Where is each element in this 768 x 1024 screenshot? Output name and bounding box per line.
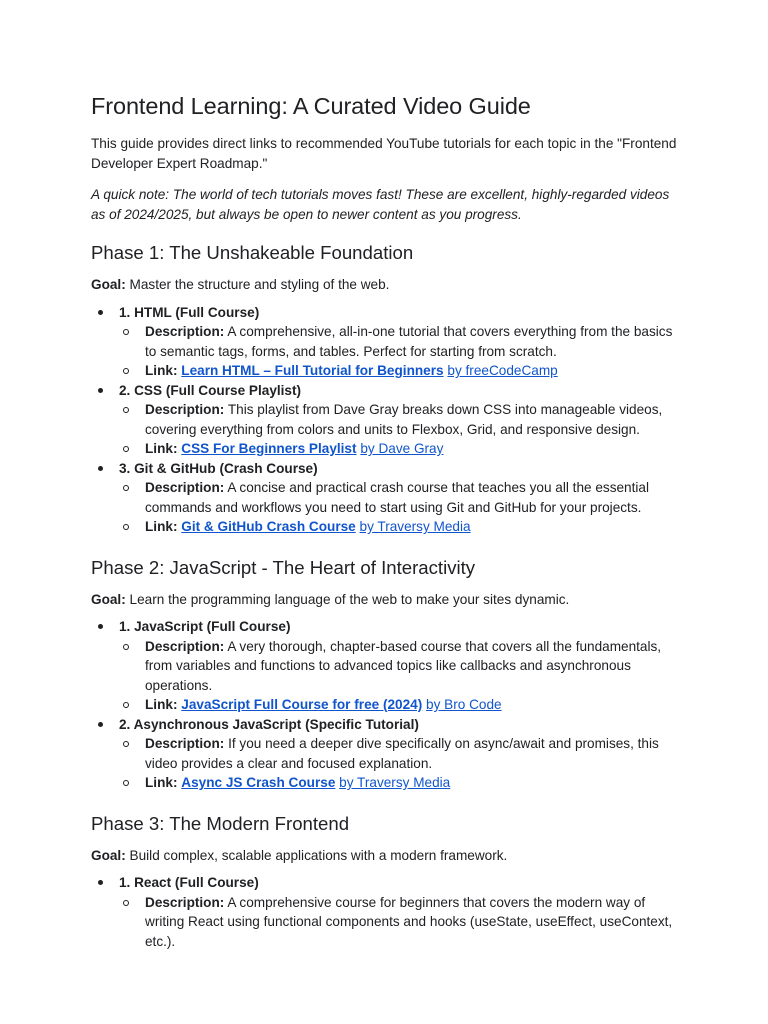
link-label: Link: [145,441,178,456]
description-item [119,734,677,773]
sub-list [119,400,677,459]
phase1-goal [91,275,677,295]
video-link[interactable]: CSS For Beginners Playlist [181,441,357,456]
description-label: Description: [145,638,225,654]
phase2-list [91,617,677,793]
description-text: A comprehensive, all-in-one tutorial that covers everything from the basics to semantic tags, forms, and tables. Perfect for starting from scratch. [145,324,673,359]
list-item [91,459,677,537]
description-text: This playlist from Dave Gray breaks down CSS into manageable videos, covering everything from colors and units to Flexbox, Grid, and responsive design. [145,402,663,437]
item-title: 2. Asynchronous JavaScript (Specific Tutorial) [119,716,419,732]
description-label: Description: [145,324,225,339]
phase1-list [91,303,677,537]
link-item [119,517,677,537]
goal-label: Goal: [91,847,126,863]
link-label: Link: [145,775,178,790]
link-label: Link: [145,697,178,712]
intro-paragraph: This guide provides direct links to recommended YouTube tutorials for each topic in the "Frontend Developer Expert Roadmap." [91,136,677,171]
sub-list [119,734,677,793]
video-link[interactable]: Learn HTML – Full Tutorial for Beginners [181,363,444,378]
description-label: Description: [145,402,225,417]
description-label: Description: [145,480,225,495]
author-link[interactable]: by Traversy Media [339,775,451,790]
sub-list [119,893,677,952]
list-item [91,303,677,381]
author-link[interactable]: by Bro Code [426,697,502,712]
phase3-goal-text: Build complex, scalable applications with a modern framework. [129,847,508,863]
item-title: 1. HTML (Full Course) [119,304,260,320]
description-item [119,893,677,952]
description-label: Description: [145,894,225,910]
item-title: 1. JavaScript (Full Course) [119,619,291,634]
phase1-goal-text: Master the structure and styling of the web. [129,277,390,292]
page-title: Frontend Learning: A Curated Video Guide [91,93,531,119]
item-title: 1. React (Full Course) [119,875,259,890]
phase2-goal-text: Learn the programming language of the web to make your sites dynamic. [129,591,570,607]
link-item [119,361,677,381]
description-text: A very thorough, chapter-based course that covers all the fundamentals, from variables and functions to advanced topics like callbacks and asynchronous operations. [145,638,662,693]
sub-list [119,637,677,715]
link-item [119,439,677,459]
description-label: Description: [145,736,225,751]
phase2-heading: Phase 2: JavaScript - The Heart of Interactivity [91,556,476,578]
author-link[interactable]: by Dave Gray [360,441,444,456]
phase3-goal [91,846,677,866]
phase3-heading: Phase 3: The Modern Frontend [91,812,350,834]
goal-label: Goal: [91,277,126,292]
item-title: 2. CSS (Full Course Playlist) [119,382,302,398]
sub-list [119,478,677,537]
phase2-goal [91,590,677,610]
description-text: If you need a deeper dive specifically on async/await and promises, this video provides a clear and focused explanation. [145,736,659,771]
link-item [119,773,677,793]
list-item [91,873,677,951]
description-item [119,637,677,696]
link-label: Link: [145,519,178,534]
video-link[interactable]: Async JS Crash Course [181,775,336,790]
link-item [119,695,677,715]
description-text: A comprehensive course for beginners that covers the modern way of writing React using functional components and hooks (useState, useEffect, useContext, etc.). [145,894,673,949]
phase1-heading: Phase 1: The Unshakeable Foundation [91,242,414,263]
video-link[interactable]: Git & GitHub Crash Course [181,519,356,534]
description-item [119,400,677,439]
description-item [119,322,677,361]
list-item [91,715,677,793]
author-link[interactable]: by Traversy Media [359,519,471,534]
goal-label: Goal: [91,591,126,607]
description-text: A concise and practical crash course that teaches you all the essential commands and workflows you need to start using Git and GitHub for your projects. [145,480,649,515]
sub-list [119,322,677,381]
video-link[interactable]: JavaScript Full Course for free (2024) [181,697,423,712]
note-paragraph: A quick note: The world of tech tutorials moves fast! These are excellent, highly-regarded videos as of 2024/2025, but always be open to newer content as you progress. [91,187,670,222]
description-item [119,478,677,517]
phase3-list [91,873,677,951]
author-link[interactable]: by freeCodeCamp [447,363,558,378]
list-item [91,381,677,459]
list-item [91,617,677,715]
link-label: Link: [145,363,178,378]
item-title: 3. Git & GitHub (Crash Course) [119,460,318,476]
